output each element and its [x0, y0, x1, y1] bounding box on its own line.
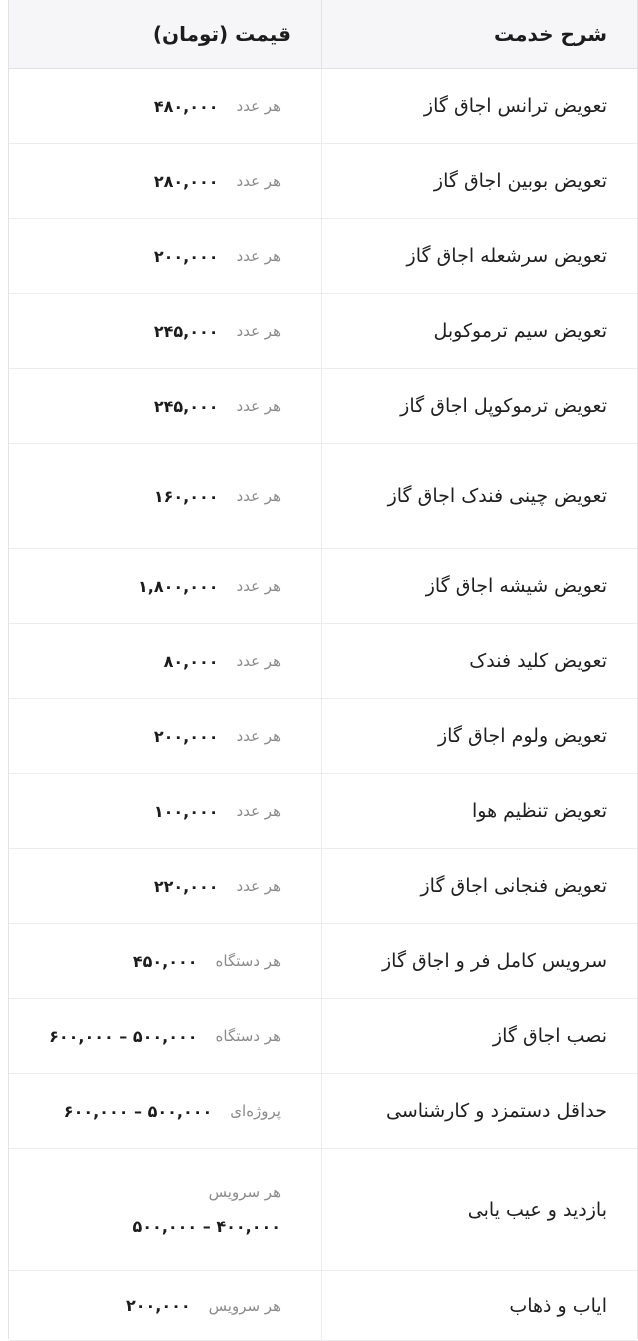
- price-value: ۴۰۰,۰۰۰ – ۵۰۰,۰۰۰: [132, 1217, 281, 1236]
- header-price: قیمت (تومان): [152, 22, 291, 46]
- price-cell: [9, 144, 321, 218]
- service-name: تعویض سرشعله اجاق گاز: [321, 219, 637, 293]
- table-row: [9, 699, 637, 774]
- price-cell: [9, 294, 321, 368]
- price-value: ۴۸۰,۰۰۰: [153, 96, 219, 116]
- price-unit: پروژه‌ای: [230, 1102, 281, 1120]
- price-value: ۴۵۰,۰۰۰: [132, 951, 198, 971]
- service-name: بازدید و عیب یابی: [321, 1149, 637, 1270]
- price-unit: هر دستگاه: [215, 952, 281, 970]
- price-value: ۵۰۰,۰۰۰ – ۶۰۰,۰۰۰: [49, 1026, 198, 1046]
- price-value: ۲۲۰,۰۰۰: [153, 876, 219, 896]
- price-unit: هر عدد: [236, 397, 281, 415]
- service-name: تعویض فنجانی اجاق گاز: [321, 849, 637, 923]
- price-value: ۱۶۰,۰۰۰: [153, 486, 219, 506]
- price-cell: [9, 849, 321, 923]
- service-name: تعویض ترانس اجاق گاز: [321, 69, 637, 143]
- price-unit: هر عدد: [236, 577, 281, 595]
- price-unit: هر سرویس: [208, 1296, 281, 1315]
- price-unit: هر دستگاه: [215, 1027, 281, 1045]
- price-unit: هر عدد: [236, 172, 281, 190]
- price-value: ۵۰۰,۰۰۰ – ۶۰۰,۰۰۰: [63, 1101, 213, 1121]
- price-cell: [9, 1149, 321, 1270]
- price-value: ۲۰۰,۰۰۰: [125, 1296, 191, 1315]
- price-cell: [9, 69, 321, 143]
- price-cell: [9, 1271, 321, 1340]
- price-value: ۲۸۰,۰۰۰: [153, 171, 219, 191]
- price-cell: [9, 1074, 321, 1148]
- price-cell: [9, 624, 321, 698]
- table-row: [9, 999, 637, 1074]
- price-value: ۲۴۵,۰۰۰: [153, 321, 219, 341]
- price-cell: [9, 924, 321, 998]
- table-row: [9, 69, 637, 144]
- service-name: حداقل دستمزد و کارشناسی: [321, 1074, 637, 1148]
- table-row: [9, 444, 637, 549]
- service-name: تعویض تنظیم هوا: [321, 774, 637, 848]
- price-table: [8, 0, 638, 1339]
- table-row: [9, 924, 637, 999]
- table-row: [9, 144, 637, 219]
- price-value: ۱۰۰,۰۰۰: [153, 801, 219, 821]
- service-name: تعویض سیم ترموکوبل: [321, 294, 637, 368]
- table-row: [9, 549, 637, 624]
- price-cell: [9, 999, 321, 1073]
- price-unit: هر عدد: [236, 487, 281, 505]
- price-unit: هر عدد: [236, 652, 281, 670]
- price-cell: [9, 444, 321, 548]
- price-value: ۲۴۵,۰۰۰: [153, 396, 219, 416]
- service-name: تعویض شیشه اجاق گاز: [321, 549, 637, 623]
- price-unit: هر عدد: [236, 322, 281, 340]
- service-name: سرویس کامل فر و اجاق گاز: [321, 924, 637, 998]
- table-row: [9, 1271, 637, 1341]
- table-row: [9, 849, 637, 924]
- service-name: تعویض ولوم اجاق گاز: [321, 699, 637, 773]
- service-name: تعویض ترموکوپل اجاق گاز: [321, 369, 637, 443]
- price-value: ۲۰۰,۰۰۰: [153, 246, 219, 266]
- table-row: [9, 1074, 637, 1149]
- price-cell: [9, 219, 321, 293]
- price-cell: [9, 774, 321, 848]
- table-row: [9, 294, 637, 369]
- price-cell: [9, 369, 321, 443]
- price-unit: هر عدد: [236, 247, 281, 265]
- table-row: [9, 774, 637, 849]
- price-cell: [9, 549, 321, 623]
- price-value: ۸۰,۰۰۰: [163, 651, 219, 671]
- price-unit: هر عدد: [236, 97, 281, 115]
- service-name: تعویض کلید فندک: [321, 624, 637, 698]
- table-row: [9, 219, 637, 294]
- table-row: [9, 624, 637, 699]
- price-unit: هر عدد: [236, 727, 281, 745]
- service-name: تعویض بوبین اجاق گاز: [321, 144, 637, 218]
- price-unit: هر عدد: [236, 877, 281, 895]
- table-header: [9, 0, 637, 69]
- price-value: ۲۰۰,۰۰۰: [153, 726, 219, 746]
- service-name: ایاب و ذهاب: [321, 1271, 637, 1340]
- table-row: [9, 1149, 637, 1271]
- table-row: [9, 369, 637, 444]
- price-unit: هر عدد: [236, 802, 281, 820]
- price-value: ۱,۸۰۰,۰۰۰: [138, 576, 219, 596]
- price-cell: [9, 699, 321, 773]
- service-name: تعویض چینی فندک اجاق گاز: [321, 444, 637, 548]
- service-name: نصب اجاق گاز: [321, 999, 637, 1073]
- price-unit: هر سرویس: [208, 1183, 281, 1201]
- header-service: شرح خدمت: [321, 0, 637, 68]
